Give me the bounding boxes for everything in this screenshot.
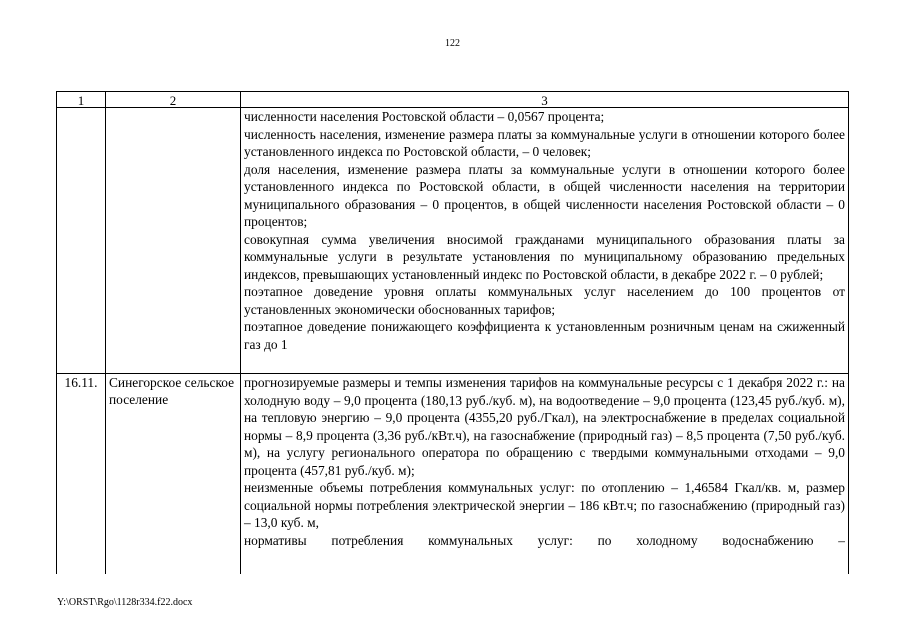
footer-file-path: Y:\ORST\Rgo\1128r334.f22.docx xyxy=(57,597,193,608)
indicator-paragraph: неизменные объемы потребления коммунальных услуг: по отоплению – 1,46584 Гкал/кв. м, размер социальной нормы потребления электрической энергии – 186 кВт.ч; по газоснабжению (природный газ) – 13,0 куб. м, xyxy=(244,480,845,530)
indicator-paragraph: численности населения Ростовской области – 0,0567 процента; xyxy=(244,109,605,124)
column-header-1: 1 xyxy=(57,92,106,108)
table-row xyxy=(57,374,849,575)
indicator-paragraph: поэтапное доведение уровня оплаты коммунальных услуг населением до 100 процентов от установленных экономически обоснованных тарифов; xyxy=(244,284,845,317)
table-header-row xyxy=(57,92,849,108)
row-number-cell: 16.11. xyxy=(57,374,106,575)
indicator-paragraph: доля населения, изменение размера платы за коммунальные услуги в отношении которого более установленного индекса по Ростовской области, в общей численности населения на территории муниципального образования – 0 процентов, в общей численности населения Ростовской области – 0 процентов; xyxy=(244,161,845,229)
indicator-paragraph: прогнозируемые размеры и темпы изменения тарифов на коммунальные ресурсы с 1 декабря 2022 г.: на холодную воду – 9,0 процента (180,13 руб./куб. м), на водоотведение – 9,0 процента (123,45 руб./куб. м), на тепловую энергию – 9,0 процента (4355,20 руб./Гкал), на электроснабжение в пределах социальной нормы – 8,9 процента (3,36 руб./кВт.ч), на газоснабжение (природный газ) – 8,5 процента (7,50 руб./куб. м), на услугу регионального оператора по обращению с твердыми коммунальными отходами – 9,0 процента (457,81 руб./куб. м); xyxy=(244,375,845,478)
column-header-3: 3 xyxy=(241,92,849,108)
indicators-cell xyxy=(241,374,849,575)
indicator-paragraph: нормативы потребления коммунальных услуг: по холодному водоснабжению – xyxy=(244,532,845,548)
page-number: 122 xyxy=(445,38,460,49)
settlement-name-cell xyxy=(106,108,241,374)
row-number-cell xyxy=(57,108,106,374)
tariff-table xyxy=(56,91,849,574)
column-header-2: 2 xyxy=(106,92,241,108)
indicators-cell xyxy=(241,108,849,374)
indicator-paragraph: численность населения, изменение размера платы за коммунальные услуги в отношении которого более установленного индекса по Ростовской области, – 0 человек; xyxy=(244,126,845,159)
indicator-paragraph: совокупная сумма увеличения вносимой гражданами муниципального образования платы за коммунальные услуги в результате установления по муниципальному образованию предельных индексов, превышающих установленный индекс по Ростовской области, в декабре 2022 г. – 0 рублей; xyxy=(244,231,845,282)
settlement-name-cell: Синегорское сельское поселение xyxy=(106,374,241,575)
table-row xyxy=(57,108,849,374)
indicator-paragraph: поэтапное доведение понижающего коэффициента к установленным розничным ценам на сжиженный газ до 1 xyxy=(244,319,845,352)
